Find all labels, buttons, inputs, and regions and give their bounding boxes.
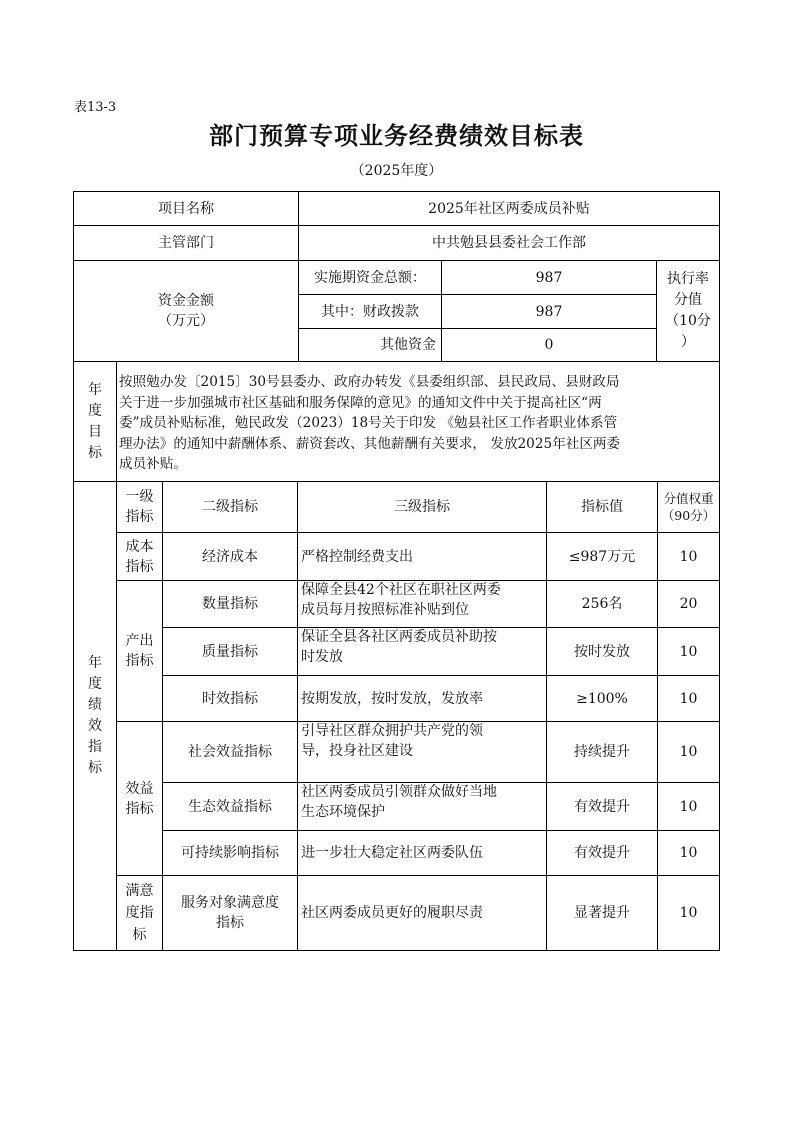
header-level1-b: 指标 bbox=[125, 509, 154, 525]
row-l3-line: 社区两委成员引领群众做好当地 bbox=[301, 784, 497, 800]
execution-rate-score bbox=[656, 260, 720, 362]
header-level3: 三级指标 bbox=[394, 499, 450, 515]
row-l2-line: 服务对象满意度 bbox=[181, 895, 279, 911]
row-l2-line: 指标 bbox=[216, 915, 244, 931]
exec-line-4: ） bbox=[681, 334, 695, 350]
row-value: 持续提升 bbox=[574, 744, 630, 760]
header-weight-b: （90分） bbox=[661, 508, 716, 523]
row-l3: 严格控制经费支出 bbox=[301, 548, 413, 565]
total-fund-label: 实施期资金总额： bbox=[314, 269, 426, 286]
perf-label-char: 指 bbox=[88, 739, 102, 755]
row-l2: 数量指标 bbox=[202, 596, 258, 612]
row-value: 按时发放 bbox=[574, 643, 630, 660]
row-l2: 质量指标 bbox=[202, 643, 258, 660]
dept-label: 主管部门 bbox=[158, 235, 214, 251]
row-l3-line: 时发放 bbox=[301, 649, 343, 665]
row-l3-line: 保证全县各社区两委成员补助按 bbox=[301, 629, 497, 645]
group-output-b: 指标 bbox=[125, 653, 154, 669]
row-l2: 经济成本 bbox=[202, 548, 258, 565]
goal-line: 理办法》的通知中薪酬体系、薪资套改、其他薪酬有关要求， 发放2025年社区两委 bbox=[119, 435, 621, 452]
group-output bbox=[116, 580, 163, 722]
row-l2: 时效指标 bbox=[202, 690, 258, 707]
group-sat-a: 满意 bbox=[125, 883, 154, 899]
row-l3-line: 生态环境保护 bbox=[301, 804, 385, 820]
row-l3 bbox=[297, 782, 547, 831]
perf-label-char: 度 bbox=[88, 676, 102, 692]
page-title: 部门预算专项业务经费绩效目标表 bbox=[209, 122, 584, 150]
row-l3-line: 成员每月按照标准补贴到位 bbox=[301, 602, 469, 618]
group-cost-b: 指标 bbox=[125, 558, 154, 575]
annual-goal-label bbox=[73, 361, 117, 482]
row-l3: 进一步壮大稳定社区两委队伍 bbox=[301, 845, 483, 861]
group-cost bbox=[116, 532, 163, 581]
header-weight bbox=[657, 481, 720, 533]
group-cost-a: 成本 bbox=[125, 538, 154, 555]
fiscal-fund-label: 其中：财政拨款 bbox=[321, 303, 419, 320]
row-weight: 10 bbox=[679, 798, 698, 815]
fiscal-fund-value: 987 bbox=[535, 303, 563, 320]
row-l3 bbox=[297, 627, 547, 676]
goal-line: 委”成员补贴标准，勉民政发（2023）18号关于印发 《勉县社区工作者职业体系管 bbox=[119, 415, 618, 431]
header-level2: 二级指标 bbox=[202, 499, 258, 515]
row-weight: 10 bbox=[679, 690, 698, 707]
group-benefit bbox=[116, 721, 163, 876]
row-weight: 10 bbox=[679, 744, 698, 760]
goal-line: 按照勉办发〔2015〕30号县委办、政府办转发《县委组织部、县民政局、县财政局 bbox=[119, 374, 620, 390]
row-weight: 10 bbox=[679, 845, 698, 861]
perf-label-char: 标 bbox=[88, 760, 102, 776]
group-sat-c: 标 bbox=[132, 927, 147, 943]
header-weight-a: 分值权重 bbox=[663, 491, 714, 506]
row-weight: 10 bbox=[679, 905, 698, 921]
group-benefit-a: 效益 bbox=[125, 780, 154, 797]
table-number: 表13-3 bbox=[74, 100, 117, 115]
exec-line-1: 执行率 bbox=[667, 271, 709, 287]
exec-line-2: 分值 bbox=[674, 292, 702, 308]
row-value: 显著提升 bbox=[574, 905, 630, 921]
fund-label-unit: （万元） bbox=[158, 313, 214, 329]
row-value: ≥100% bbox=[576, 690, 628, 707]
project-name-label: 项目名称 bbox=[158, 200, 214, 217]
row-l3 bbox=[297, 580, 547, 628]
exec-line-3: （10分 bbox=[665, 313, 711, 329]
group-sat-b: 度指 bbox=[125, 905, 154, 921]
row-l3 bbox=[297, 721, 547, 783]
row-l2: 生态效益指标 bbox=[188, 798, 272, 815]
row-l3-line: 保障全县42个社区在职社区两委 bbox=[301, 582, 501, 598]
row-weight: 10 bbox=[679, 548, 698, 565]
row-value: 256名 bbox=[581, 596, 623, 612]
row-value: 有效提升 bbox=[574, 845, 630, 861]
fund-amount-label bbox=[73, 260, 299, 362]
header-value: 指标值 bbox=[581, 499, 623, 515]
annual-perf-label bbox=[73, 481, 117, 951]
perf-label-char: 效 bbox=[88, 718, 102, 734]
other-fund-label: 其他资金 bbox=[380, 337, 436, 353]
row-l2: 社会效益指标 bbox=[188, 744, 272, 760]
row-l3: 按期发放，按时发放，发放率 bbox=[301, 690, 483, 707]
project-name-value: 2025年社区两委成员补贴 bbox=[428, 200, 590, 217]
goal-line: 关于进一步加强城市社区基础和服务保障的意见》的通知文件中关于提高社区“两 bbox=[119, 394, 602, 411]
perf-label-char: 年 bbox=[88, 655, 102, 671]
total-fund-value: 987 bbox=[535, 269, 563, 286]
row-value: 有效提升 bbox=[574, 798, 630, 815]
annual-goal-text bbox=[119, 372, 719, 475]
dept-value: 中共勉县县委社会工作部 bbox=[432, 235, 586, 251]
row-weight: 20 bbox=[679, 596, 698, 612]
other-fund-value: 0 bbox=[544, 337, 554, 353]
goal-label-char: 标 bbox=[88, 444, 102, 461]
group-satisfaction bbox=[116, 875, 163, 951]
row-l2: 可持续影响指标 bbox=[181, 845, 279, 861]
goal-label-char: 度 bbox=[88, 402, 102, 419]
row-l2 bbox=[162, 875, 298, 951]
row-value: ≤987万元 bbox=[568, 548, 636, 565]
row-weight: 10 bbox=[679, 643, 698, 660]
header-level1-a: 一级 bbox=[125, 489, 154, 505]
fund-label-line: 资金金额 bbox=[158, 293, 214, 309]
row-l3: 社区两委成员更好的履职尽责 bbox=[301, 905, 483, 921]
goal-label-char: 目 bbox=[88, 423, 102, 440]
goal-line: 成员补贴。 bbox=[119, 456, 187, 472]
group-benefit-b: 指标 bbox=[125, 800, 154, 817]
perf-label-char: 绩 bbox=[88, 697, 102, 713]
row-l3-line: 导，投身社区建设 bbox=[301, 743, 413, 759]
fiscal-year: （2025年度） bbox=[350, 163, 443, 179]
header-level1 bbox=[116, 481, 163, 533]
row-l3-line: 引导社区群众拥护共产党的领 bbox=[301, 723, 483, 739]
group-output-a: 产出 bbox=[125, 633, 154, 649]
goal-label-char: 年 bbox=[88, 381, 102, 398]
